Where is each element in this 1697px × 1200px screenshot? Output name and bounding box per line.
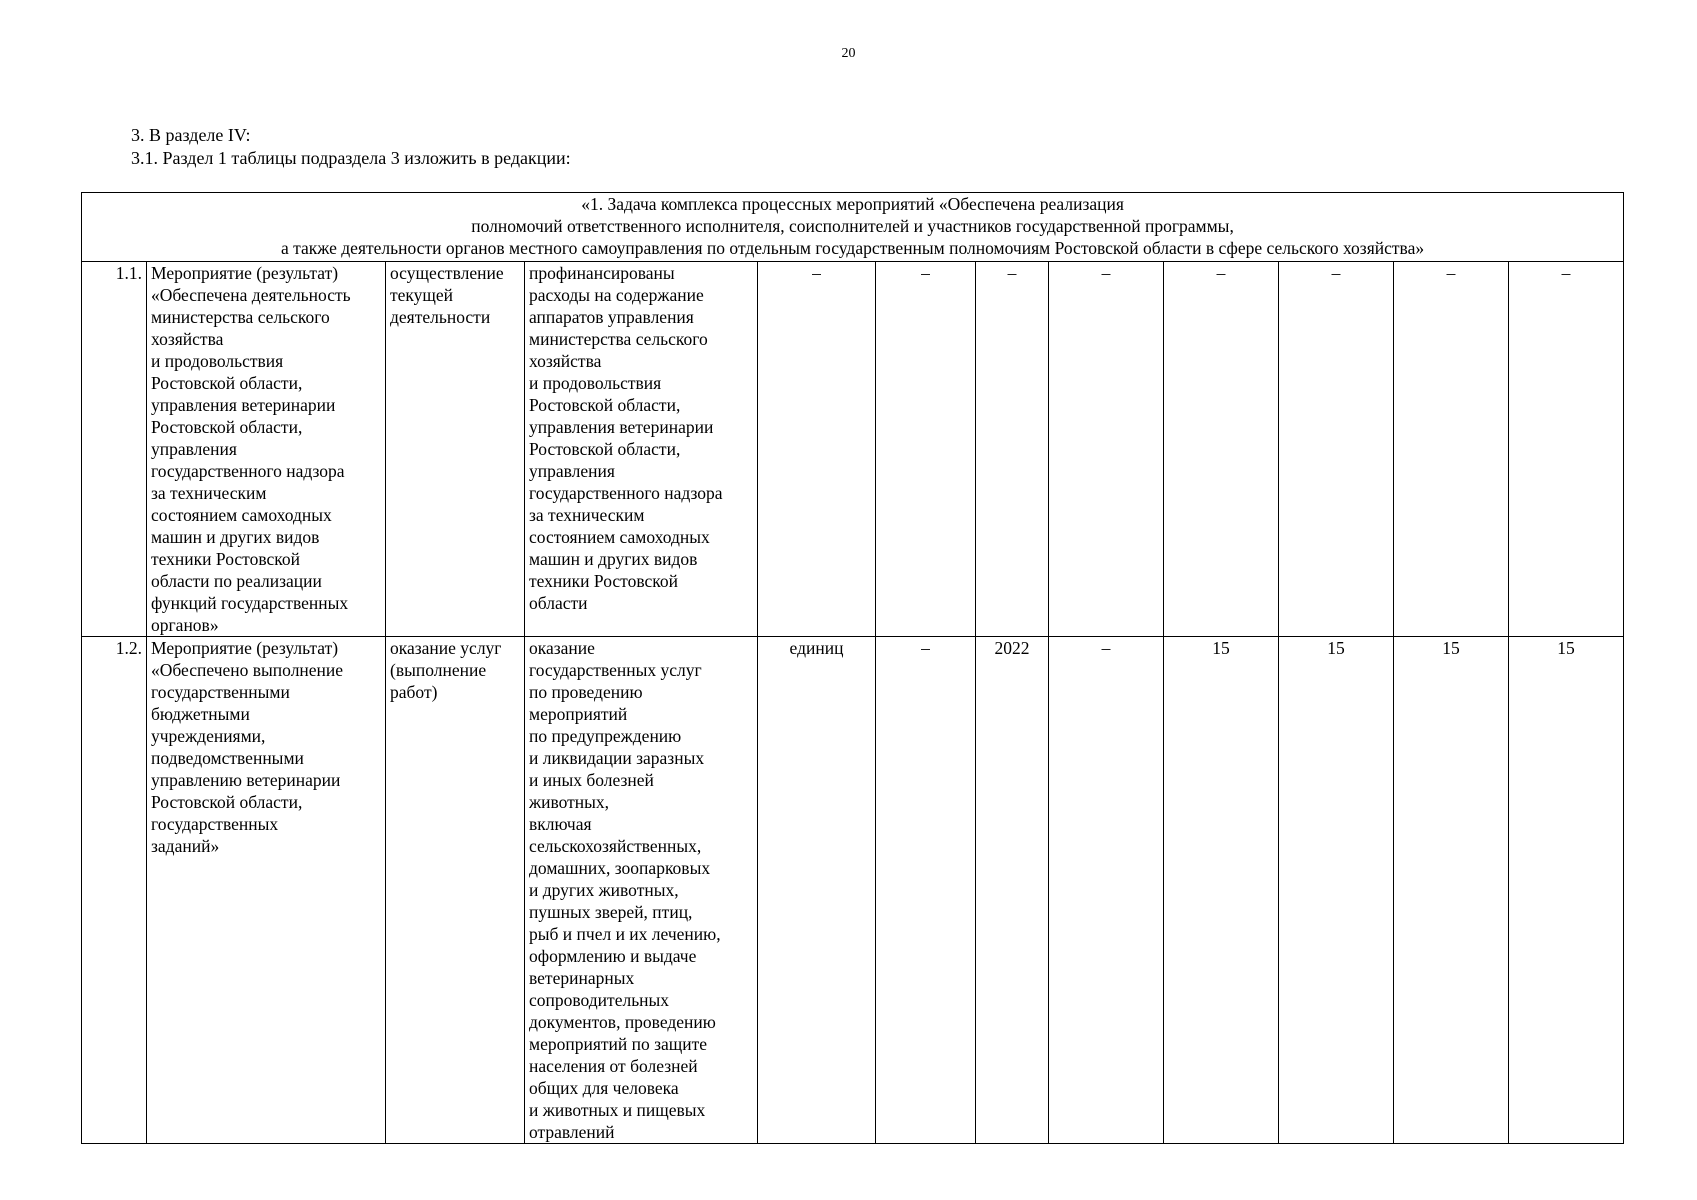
cell-line: государственными bbox=[151, 682, 290, 702]
cell-line: Ростовской области, bbox=[529, 395, 681, 415]
cell-line: по предупреждению bbox=[529, 726, 682, 746]
cell-line: (выполнение bbox=[390, 660, 487, 680]
activities-table bbox=[81, 192, 1624, 1144]
table-row bbox=[82, 637, 1624, 1144]
cell-line: аппаратов управления bbox=[529, 307, 694, 327]
cell-line: животных, bbox=[529, 792, 610, 812]
cell-line: и иных болезней bbox=[529, 770, 654, 790]
cell-line: документов, проведению bbox=[529, 1012, 716, 1032]
cell-line: состоянием самоходных bbox=[151, 505, 332, 525]
cell-line: оказание услуг bbox=[390, 638, 502, 658]
base-value-cell: – bbox=[876, 637, 976, 1144]
cell-line: государственного надзора bbox=[151, 461, 345, 481]
intro-text bbox=[131, 124, 571, 170]
cell-line: управления bbox=[151, 439, 237, 459]
cell-line: подведомственными bbox=[151, 748, 304, 768]
cell-line: области по реализации bbox=[151, 571, 322, 591]
cell-line: мероприятий bbox=[529, 704, 628, 724]
intro-line-2: 3.1. Раздел 1 таблицы подраздела 3 изложить в редакции: bbox=[131, 148, 571, 168]
cell-line: включая bbox=[529, 814, 592, 834]
base-value-cell: – bbox=[876, 262, 976, 637]
table-row bbox=[82, 262, 1624, 637]
cell-line: за техническим bbox=[529, 505, 645, 525]
cell-line: хозяйства bbox=[151, 329, 224, 349]
value-cell: 15 bbox=[1164, 637, 1279, 1144]
cell-line: Ростовской области, bbox=[151, 417, 303, 437]
table-title-line-1: «1. Задача комплекса процессных мероприятий «Обеспечена реализация bbox=[581, 194, 1124, 214]
cell-line: профинансированы bbox=[529, 263, 675, 283]
cell-line: состоянием самоходных bbox=[529, 527, 710, 547]
cell-line: управления ветеринарии bbox=[151, 395, 336, 415]
cell-line: работ) bbox=[390, 682, 438, 702]
cell-line: Мероприятие (результат) bbox=[151, 638, 339, 658]
cell-line: области bbox=[529, 593, 588, 613]
cell-line: функций государственных bbox=[151, 593, 349, 613]
cell-line: сопроводительных bbox=[529, 990, 670, 1010]
cell-line: Ростовской области, bbox=[529, 439, 681, 459]
cell-line: отравлений bbox=[529, 1122, 615, 1142]
cell-line: и животных и пищевых bbox=[529, 1100, 706, 1120]
base-year-cell: 2022 bbox=[976, 637, 1049, 1144]
activity-name bbox=[147, 262, 386, 637]
cell-line: министерства сельского bbox=[151, 307, 330, 327]
cell-line: техники Ростовской bbox=[529, 571, 678, 591]
cell-line: общих для человека bbox=[529, 1078, 679, 1098]
activity-name bbox=[147, 637, 386, 1144]
cell-line: за техническим bbox=[151, 483, 267, 503]
unit-cell: – bbox=[758, 262, 876, 637]
cell-line: «Обеспечено выполнение bbox=[151, 660, 344, 680]
cell-line: бюджетными bbox=[151, 704, 250, 724]
cell-line: управлению ветеринарии bbox=[151, 770, 341, 790]
cell-line: техники Ростовской bbox=[151, 549, 300, 569]
cell-line: оформлению и выдаче bbox=[529, 946, 697, 966]
value-cell: – bbox=[1049, 637, 1164, 1144]
cell-line: хозяйства bbox=[529, 351, 602, 371]
cell-line: мероприятий по защите bbox=[529, 1034, 708, 1054]
cell-line: осуществление bbox=[390, 263, 504, 283]
value-cell: – bbox=[1164, 262, 1279, 637]
page-number: 20 bbox=[841, 46, 856, 61]
cell-line: Ростовской области, bbox=[151, 792, 303, 812]
cell-line: и других животных, bbox=[529, 880, 679, 900]
cell-line: министерства сельского bbox=[529, 329, 708, 349]
cell-line: государственных bbox=[151, 814, 279, 834]
cell-line: органов» bbox=[151, 615, 219, 635]
cell-line: государственных услуг bbox=[529, 660, 702, 680]
cell-line: учреждениями, bbox=[151, 726, 266, 746]
cell-line: деятельности bbox=[390, 307, 491, 327]
intro-line-1: 3. В разделе IV: bbox=[131, 125, 251, 145]
value-cell: 15 bbox=[1394, 637, 1509, 1144]
activity-type bbox=[386, 637, 525, 1144]
cell-line: сельскохозяйственных, bbox=[529, 836, 702, 856]
value-cell: – bbox=[1049, 262, 1164, 637]
cell-line: Мероприятие (результат) bbox=[151, 263, 339, 283]
cell-line: и продовольствия bbox=[529, 373, 662, 393]
row-number: 1.1. bbox=[82, 262, 147, 637]
cell-line: машин и других видов bbox=[529, 549, 698, 569]
cell-line: управления bbox=[529, 461, 615, 481]
cell-line: ветеринарных bbox=[529, 968, 635, 988]
cell-line: и продовольствия bbox=[151, 351, 284, 371]
cell-line: управления ветеринарии bbox=[529, 417, 714, 437]
value-cell: 15 bbox=[1279, 637, 1394, 1144]
cell-line: Ростовской области, bbox=[151, 373, 303, 393]
cell-line: рыб и пчел и их лечению, bbox=[529, 924, 721, 944]
table-title bbox=[82, 193, 1624, 262]
cell-line: по проведению bbox=[529, 682, 643, 702]
cell-line: заданий» bbox=[151, 836, 220, 856]
value-cell: 15 bbox=[1509, 637, 1624, 1144]
value-cell: – bbox=[1394, 262, 1509, 637]
value-cell: – bbox=[1509, 262, 1624, 637]
table-title-line-2: полномочий ответственного исполнителя, соисполнителей и участников государственной программы, bbox=[471, 216, 1234, 236]
activity-description bbox=[525, 637, 758, 1144]
cell-line: населения от болезней bbox=[529, 1056, 698, 1076]
cell-line: домашних, зоопарковых bbox=[529, 858, 711, 878]
base-year-cell: – bbox=[976, 262, 1049, 637]
unit-cell: единиц bbox=[758, 637, 876, 1144]
cell-line: расходы на содержание bbox=[529, 285, 704, 305]
activity-description bbox=[525, 262, 758, 637]
cell-line: оказание bbox=[529, 638, 595, 658]
cell-line: машин и других видов bbox=[151, 527, 320, 547]
cell-line: и ликвидации заразных bbox=[529, 748, 705, 768]
cell-line: текущей bbox=[390, 285, 454, 305]
cell-line: пушных зверей, птиц, bbox=[529, 902, 693, 922]
cell-line: «Обеспечена деятельность bbox=[151, 285, 351, 305]
table-title-line-3: а также деятельности органов местного самоуправления по отдельным государственным полномочиям Ростовской области в сфере сельского хозяйства» bbox=[281, 238, 1425, 258]
value-cell: – bbox=[1279, 262, 1394, 637]
row-number: 1.2. bbox=[82, 637, 147, 1144]
cell-line: государственного надзора bbox=[529, 483, 723, 503]
activity-type bbox=[386, 262, 525, 637]
